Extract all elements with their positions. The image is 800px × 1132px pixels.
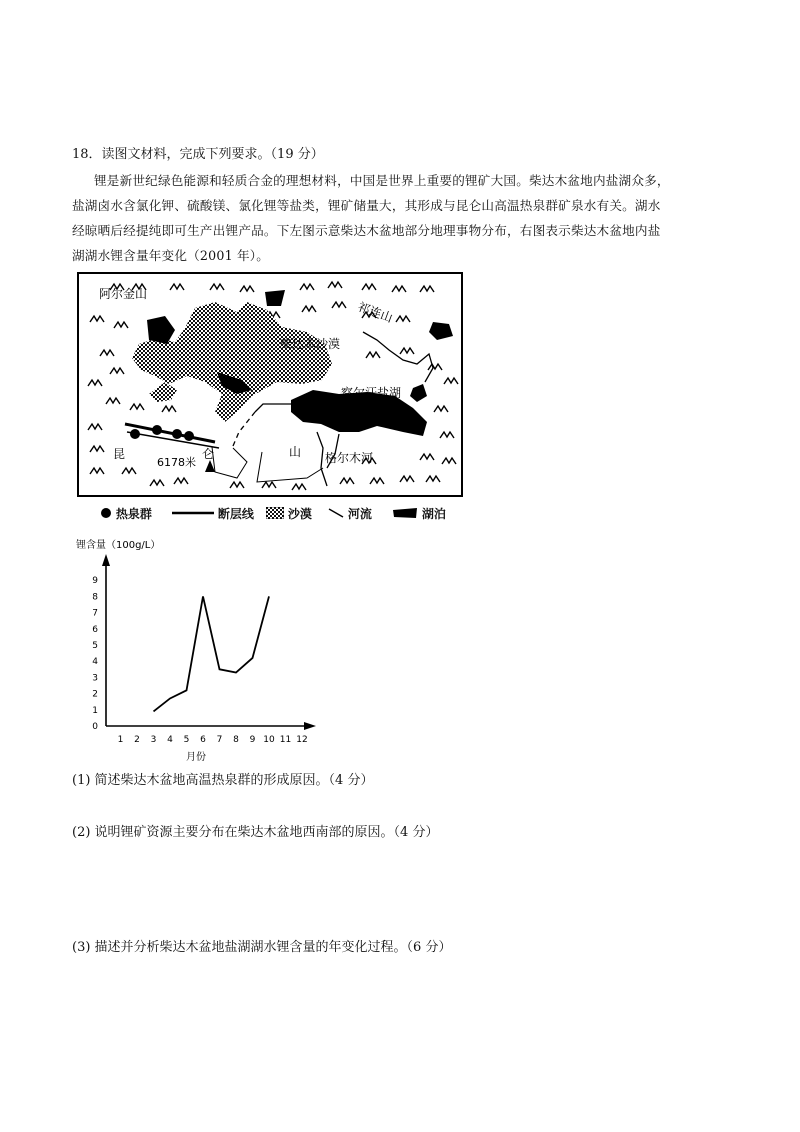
lithium-content-chart bbox=[60, 536, 330, 766]
x-tick-label: 2 bbox=[134, 735, 140, 745]
chart-series bbox=[154, 596, 270, 711]
y-tick-label: 3 bbox=[92, 673, 98, 684]
x-tick-label: 10 bbox=[263, 735, 275, 745]
lake-icon bbox=[392, 507, 418, 519]
legend-fault bbox=[172, 505, 254, 522]
material-line-3: 经晾晒后经提纯即可生产出锂产品。下左图示意柴达木盆地部分地理事物分布，右图表示柴达木盆地内盐 bbox=[72, 223, 661, 238]
label-lun: 仑 bbox=[202, 447, 215, 461]
sub-question-2: (2) 说明锂矿资源主要分布在柴达木盆地西南部的原因。（4 分） bbox=[72, 825, 439, 840]
label-shan: 山 bbox=[289, 445, 302, 459]
hot-spring-icon bbox=[100, 507, 112, 519]
legend-hot-springs-label: 热泉群 bbox=[115, 507, 152, 521]
x-tick-label: 9 bbox=[249, 735, 256, 745]
y-tick-label: 9 bbox=[92, 576, 98, 587]
x-tick-label: 12 bbox=[296, 735, 308, 745]
question-title: 18．读图文材料，完成下列要求。（19 分） bbox=[72, 147, 324, 162]
desert-icon bbox=[266, 507, 284, 519]
label-qarhan-salt-lake: 察尔汗盐湖 bbox=[341, 386, 402, 400]
sub-question-1: (1) 简述柴达木盆地高温热泉群的形成原因。（4 分） bbox=[72, 773, 374, 788]
y-axis-arrow-icon bbox=[102, 554, 110, 566]
chart-xlabel: 月份 bbox=[186, 752, 206, 763]
label-qilian-mountains: 祁连山 bbox=[355, 299, 395, 326]
river-icon bbox=[328, 507, 344, 519]
legend-river bbox=[328, 505, 372, 522]
y-tick-label: 0 bbox=[92, 722, 98, 732]
label-qaidam-desert: 柴达木沙漠 bbox=[280, 337, 341, 351]
y-tick-label: 7 bbox=[92, 608, 98, 619]
y-tick-label: 6 bbox=[92, 624, 98, 635]
sub-question-3: (3) 描述并分析柴达木盆地盐湖湖水锂含量的年变化过程。（6 分） bbox=[72, 940, 452, 955]
legend-lake bbox=[392, 505, 446, 522]
series-line bbox=[154, 596, 270, 711]
fault-line-icon bbox=[172, 508, 214, 518]
y-tick-label: 1 bbox=[92, 705, 98, 716]
y-tick-label: 2 bbox=[92, 689, 98, 700]
chart-x-ticks bbox=[118, 735, 308, 745]
material-line-1: 锂是新世纪绿色能源和轻质合金的理想材料，中国是世界上重要的锂矿大国。柴达木盆地内盐湖众多， bbox=[94, 173, 670, 188]
material-line-4: 湖湖水锂含量年变化（2001 年）。 bbox=[72, 248, 270, 263]
x-tick-label: 8 bbox=[233, 735, 239, 745]
y-tick-label: 5 bbox=[92, 641, 98, 651]
chart-y-ticks bbox=[92, 576, 98, 732]
qaidam-basin-map bbox=[77, 272, 463, 497]
x-axis-arrow-icon bbox=[304, 722, 316, 730]
legend-fault-label: 断层线 bbox=[217, 507, 254, 521]
label-golmud-river: 格尔木河 bbox=[325, 451, 374, 465]
legend-hot-springs bbox=[100, 505, 152, 522]
y-tick-label: 4 bbox=[92, 657, 98, 668]
x-tick-label: 11 bbox=[279, 735, 292, 745]
x-tick-label: 1 bbox=[117, 735, 124, 745]
x-tick-label: 3 bbox=[150, 735, 157, 745]
legend-river-label: 河流 bbox=[347, 507, 372, 521]
material-line-2: 盐湖卤水含氯化钾、硫酸镁、氯化锂等盐类，锂矿储量大，其形成与昆仑山高温热泉群矿泉水有关。湖水 bbox=[72, 198, 661, 213]
chart-axes bbox=[102, 554, 316, 730]
legend-desert-label: 沙漠 bbox=[287, 507, 312, 521]
y-tick-label: 8 bbox=[92, 592, 98, 603]
label-elevation: 6178米 bbox=[157, 456, 196, 469]
x-tick-label: 4 bbox=[167, 735, 173, 745]
label-altun-mountains: 阿尔金山 bbox=[99, 287, 148, 301]
legend-lake-label: 湖泊 bbox=[421, 507, 446, 521]
x-tick-label: 7 bbox=[216, 735, 223, 745]
x-tick-label: 5 bbox=[183, 735, 190, 745]
label-kun: 昆 bbox=[113, 447, 126, 461]
chart-ylabel: 锂含量（100g/L） bbox=[76, 540, 161, 551]
legend-desert bbox=[266, 505, 312, 522]
x-tick-label: 6 bbox=[200, 735, 206, 745]
